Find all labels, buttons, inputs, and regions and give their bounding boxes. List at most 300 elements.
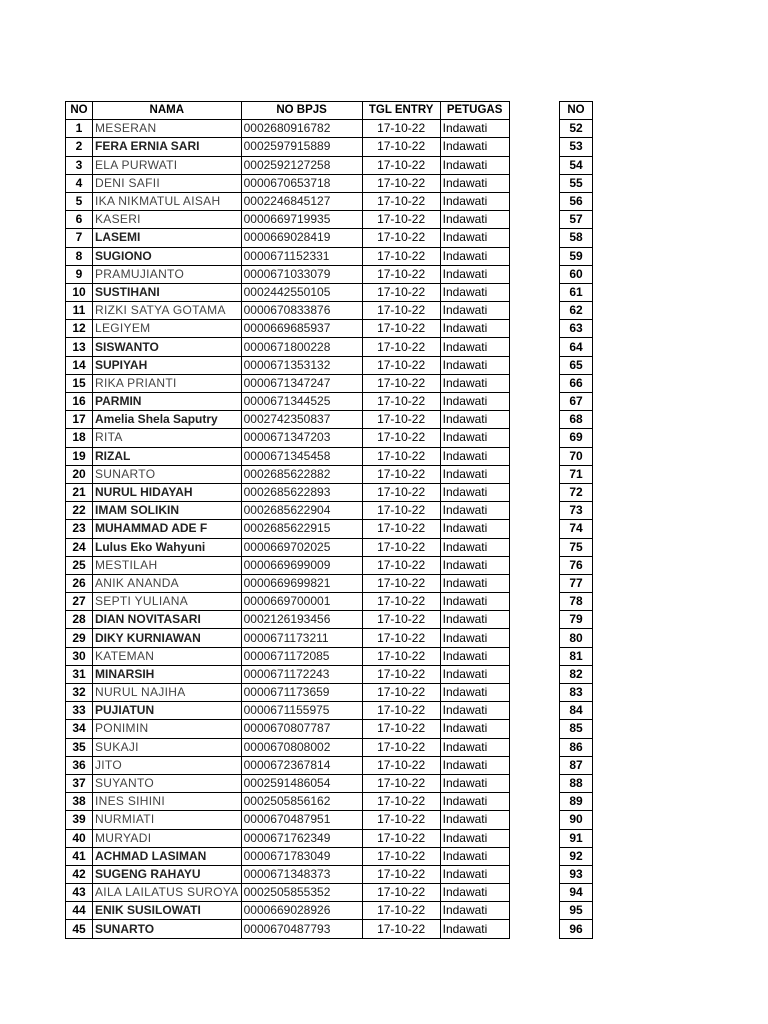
- row-number-cell: 34: [66, 720, 93, 738]
- name-cell: DENI SAFII: [93, 174, 242, 192]
- entry-date-cell: 17-10-22: [362, 247, 440, 265]
- right-number-cell: 63: [560, 320, 593, 338]
- officer-cell: Indawati: [440, 192, 509, 210]
- entry-date-cell: 17-10-22: [362, 574, 440, 592]
- entry-date-cell: 17-10-22: [362, 520, 440, 538]
- right-number-cell: 87: [560, 756, 593, 774]
- right-row: [560, 283, 593, 301]
- right-row: [560, 611, 593, 629]
- right-number-cell: 77: [560, 574, 593, 592]
- officer-cell: Indawati: [440, 283, 509, 301]
- name-cell: Lulus Eko Wahyuni: [93, 538, 242, 556]
- entry-date-cell: 17-10-22: [362, 174, 440, 192]
- officer-cell: Indawati: [440, 211, 509, 229]
- row-number-cell: 7: [66, 229, 93, 247]
- right-number-cell: 73: [560, 502, 593, 520]
- right-number-cell: 82: [560, 665, 593, 683]
- right-row: [560, 647, 593, 665]
- bpjs-number-cell: 0000671155975: [241, 702, 362, 720]
- table-row: [66, 629, 510, 647]
- officer-cell: Indawati: [440, 611, 509, 629]
- table-row: [66, 174, 510, 192]
- table-row: [66, 847, 510, 865]
- row-number-cell: 10: [66, 283, 93, 301]
- officer-cell: Indawati: [440, 902, 509, 920]
- right-row: [560, 665, 593, 683]
- right-row: [560, 192, 593, 210]
- right-number-cell: 62: [560, 302, 593, 320]
- name-cell: PRAMUJIANTO: [93, 265, 242, 283]
- name-cell: NURUL HIDAYAH: [93, 483, 242, 501]
- right-row: [560, 738, 593, 756]
- name-cell: RIZAL: [93, 447, 242, 465]
- entry-date-cell: 17-10-22: [362, 338, 440, 356]
- right-row: [560, 593, 593, 611]
- name-cell: MESERAN: [93, 120, 242, 138]
- bpjs-number-cell: 0000669700001: [241, 593, 362, 611]
- officer-cell: Indawati: [440, 647, 509, 665]
- name-cell: SUSTIHANI: [93, 283, 242, 301]
- right-number-cell: 81: [560, 647, 593, 665]
- right-number-cell: 66: [560, 374, 593, 392]
- officer-cell: Indawati: [440, 665, 509, 683]
- name-cell: SISWANTO: [93, 338, 242, 356]
- bpjs-number-cell: 0002685622915: [241, 520, 362, 538]
- right-row: [560, 411, 593, 429]
- entry-date-cell: 17-10-22: [362, 720, 440, 738]
- right-number-cell: 85: [560, 720, 593, 738]
- right-row: [560, 556, 593, 574]
- right-row: [560, 629, 593, 647]
- right-row: [560, 684, 593, 702]
- table-row: [66, 774, 510, 792]
- entry-date-cell: 17-10-22: [362, 611, 440, 629]
- name-cell: LASEMI: [93, 229, 242, 247]
- table-row: [66, 684, 510, 702]
- entry-date-cell: 17-10-22: [362, 265, 440, 283]
- name-cell: IKA NIKMATUL AISAH: [93, 192, 242, 210]
- entry-date-cell: 17-10-22: [362, 702, 440, 720]
- name-cell: SUNARTO: [93, 465, 242, 483]
- name-cell: SUGIONO: [93, 247, 242, 265]
- header-no-bpjs: NO BPJS: [241, 102, 362, 120]
- name-cell: DIKY KURNIAWAN: [93, 629, 242, 647]
- entry-date-cell: 17-10-22: [362, 374, 440, 392]
- officer-cell: Indawati: [440, 574, 509, 592]
- table-row: [66, 538, 510, 556]
- right-number-cell: 55: [560, 174, 593, 192]
- table-row: [66, 829, 510, 847]
- bpjs-number-cell: 0002505855352: [241, 884, 362, 902]
- row-number-cell: 12: [66, 320, 93, 338]
- table-row: [66, 483, 510, 501]
- officer-cell: Indawati: [440, 302, 509, 320]
- table-row: [66, 302, 510, 320]
- entry-date-cell: 17-10-22: [362, 483, 440, 501]
- bpjs-number-cell: 0000670808002: [241, 738, 362, 756]
- right-row: [560, 465, 593, 483]
- bpjs-number-cell: 0002246845127: [241, 192, 362, 210]
- row-number-cell: 41: [66, 847, 93, 865]
- name-cell: SUNARTO: [93, 920, 242, 938]
- right-number-cell: 67: [560, 393, 593, 411]
- right-number-cell: 60: [560, 265, 593, 283]
- bpjs-number-cell: 0000671173659: [241, 684, 362, 702]
- officer-cell: Indawati: [440, 738, 509, 756]
- name-cell: IMAM SOLIKIN: [93, 502, 242, 520]
- name-cell: MESTILAH: [93, 556, 242, 574]
- right-row: [560, 356, 593, 374]
- name-cell: KASERI: [93, 211, 242, 229]
- bpjs-number-cell: 0002505856162: [241, 793, 362, 811]
- right-number-cell: 88: [560, 774, 593, 792]
- bpjs-number-cell: 0000671347247: [241, 374, 362, 392]
- right-number-cell: 89: [560, 793, 593, 811]
- right-number-cell: 56: [560, 192, 593, 210]
- right-row: [560, 811, 593, 829]
- table-row: [66, 247, 510, 265]
- officer-cell: Indawati: [440, 174, 509, 192]
- right-row: [560, 174, 593, 192]
- right-number-cell: 84: [560, 702, 593, 720]
- row-number-cell: 27: [66, 593, 93, 611]
- right-number-cell: 69: [560, 429, 593, 447]
- row-number-cell: 20: [66, 465, 93, 483]
- entry-date-cell: 17-10-22: [362, 902, 440, 920]
- officer-cell: Indawati: [440, 811, 509, 829]
- right-number-cell: 74: [560, 520, 593, 538]
- name-cell: SUKAJI: [93, 738, 242, 756]
- entry-date-cell: 17-10-22: [362, 556, 440, 574]
- bpjs-number-cell: 0002685622904: [241, 502, 362, 520]
- entry-date-cell: 17-10-22: [362, 793, 440, 811]
- officer-cell: Indawati: [440, 411, 509, 429]
- row-number-cell: 36: [66, 756, 93, 774]
- header-nama: NAMA: [93, 102, 242, 120]
- right-row: [560, 447, 593, 465]
- bpjs-number-cell: 0000669699009: [241, 556, 362, 574]
- row-number-cell: 4: [66, 174, 93, 192]
- table-row: [66, 265, 510, 283]
- table-row: [66, 411, 510, 429]
- table-row: [66, 156, 510, 174]
- row-number-cell: 30: [66, 647, 93, 665]
- row-number-cell: 8: [66, 247, 93, 265]
- right-row: [560, 920, 593, 938]
- right-row: [560, 338, 593, 356]
- officer-cell: Indawati: [440, 593, 509, 611]
- row-number-cell: 32: [66, 684, 93, 702]
- right-number-cell: 65: [560, 356, 593, 374]
- bpjs-number-cell: 0000671173211: [241, 629, 362, 647]
- entry-date-cell: 17-10-22: [362, 847, 440, 865]
- header-tgl-entry: TGL ENTRY: [362, 102, 440, 120]
- row-number-cell: 39: [66, 811, 93, 829]
- table-row: [66, 793, 510, 811]
- table-row: [66, 229, 510, 247]
- right-row: [560, 829, 593, 847]
- name-cell: ACHMAD LASIMAN: [93, 847, 242, 865]
- officer-cell: Indawati: [440, 429, 509, 447]
- name-cell: MINARSIH: [93, 665, 242, 683]
- right-number-cell: 57: [560, 211, 593, 229]
- entry-date-cell: 17-10-22: [362, 920, 440, 938]
- entry-date-cell: 17-10-22: [362, 829, 440, 847]
- entry-date-cell: 17-10-22: [362, 356, 440, 374]
- entry-date-cell: 17-10-22: [362, 393, 440, 411]
- officer-cell: Indawati: [440, 556, 509, 574]
- officer-cell: Indawati: [440, 520, 509, 538]
- right-header-no: NO: [560, 102, 593, 120]
- table-row: [66, 374, 510, 392]
- right-number-cell: 61: [560, 283, 593, 301]
- right-row: [560, 393, 593, 411]
- right-number-cell: 76: [560, 556, 593, 574]
- right-row: [560, 538, 593, 556]
- row-number-cell: 1: [66, 120, 93, 138]
- right-number-cell: 80: [560, 629, 593, 647]
- officer-cell: Indawati: [440, 338, 509, 356]
- right-row: [560, 520, 593, 538]
- table-row: [66, 920, 510, 938]
- right-number-cell: 71: [560, 465, 593, 483]
- row-number-cell: 29: [66, 629, 93, 647]
- officer-cell: Indawati: [440, 356, 509, 374]
- bpjs-number-cell: 0000670653718: [241, 174, 362, 192]
- bpjs-number-cell: 0000669028419: [241, 229, 362, 247]
- name-cell: FERA ERNIA SARI: [93, 138, 242, 156]
- right-number-cell: 92: [560, 847, 593, 865]
- bpjs-number-cell: 0002685622893: [241, 483, 362, 501]
- bpjs-number-cell: 0000671172085: [241, 647, 362, 665]
- bpjs-number-cell: 0002742350837: [241, 411, 362, 429]
- row-number-cell: 9: [66, 265, 93, 283]
- row-number-cell: 33: [66, 702, 93, 720]
- officer-cell: Indawati: [440, 120, 509, 138]
- table-row: [66, 611, 510, 629]
- row-number-cell: 23: [66, 520, 93, 538]
- bpjs-number-cell: 0000669028926: [241, 902, 362, 920]
- right-row: [560, 302, 593, 320]
- right-number-cell: 64: [560, 338, 593, 356]
- row-number-cell: 42: [66, 865, 93, 883]
- name-cell: KATEMAN: [93, 647, 242, 665]
- entry-date-cell: 17-10-22: [362, 647, 440, 665]
- table-row: [66, 665, 510, 683]
- table-row: [66, 338, 510, 356]
- table-row: [66, 647, 510, 665]
- row-number-cell: 40: [66, 829, 93, 847]
- row-number-cell: 45: [66, 920, 93, 938]
- row-number-cell: 24: [66, 538, 93, 556]
- bpjs-number-cell: 0000669685937: [241, 320, 362, 338]
- right-number-cell: 96: [560, 920, 593, 938]
- row-number-cell: 6: [66, 211, 93, 229]
- row-number-cell: 18: [66, 429, 93, 447]
- officer-cell: Indawati: [440, 502, 509, 520]
- right-number-cell: 78: [560, 593, 593, 611]
- entry-date-cell: 17-10-22: [362, 229, 440, 247]
- table-row: [66, 211, 510, 229]
- bpjs-number-cell: 0000669699821: [241, 574, 362, 592]
- row-number-cell: 38: [66, 793, 93, 811]
- table-row: [66, 138, 510, 156]
- entry-date-cell: 17-10-22: [362, 593, 440, 611]
- table-row: [66, 720, 510, 738]
- right-number-cell: 72: [560, 483, 593, 501]
- name-cell: INES SIHINI: [93, 793, 242, 811]
- table-row: [66, 447, 510, 465]
- bpjs-number-cell: 0002685622882: [241, 465, 362, 483]
- officer-cell: Indawati: [440, 720, 509, 738]
- officer-cell: Indawati: [440, 138, 509, 156]
- officer-cell: Indawati: [440, 684, 509, 702]
- name-cell: LEGIYEM: [93, 320, 242, 338]
- entry-date-cell: 17-10-22: [362, 429, 440, 447]
- right-row: [560, 847, 593, 865]
- row-number-cell: 35: [66, 738, 93, 756]
- entry-date-cell: 17-10-22: [362, 320, 440, 338]
- officer-cell: Indawati: [440, 265, 509, 283]
- bpjs-number-cell: 0000671353132: [241, 356, 362, 374]
- bpjs-number-cell: 0000671783049: [241, 847, 362, 865]
- name-cell: PONIMIN: [93, 720, 242, 738]
- bpjs-number-cell: 0000671152331: [241, 247, 362, 265]
- right-row: [560, 865, 593, 883]
- name-cell: SUPIYAH: [93, 356, 242, 374]
- table-row: [66, 502, 510, 520]
- right-row: [560, 793, 593, 811]
- right-row: [560, 247, 593, 265]
- right-row: [560, 483, 593, 501]
- entry-date-cell: 17-10-22: [362, 774, 440, 792]
- entry-date-cell: 17-10-22: [362, 684, 440, 702]
- officer-cell: Indawati: [440, 884, 509, 902]
- row-number-cell: 25: [66, 556, 93, 574]
- row-number-cell: 15: [66, 374, 93, 392]
- officer-cell: Indawati: [440, 865, 509, 883]
- header-row: [66, 102, 510, 120]
- officer-cell: Indawati: [440, 756, 509, 774]
- name-cell: MURYADI: [93, 829, 242, 847]
- row-number-cell: 11: [66, 302, 93, 320]
- participant-table: [65, 101, 510, 939]
- right-row: [560, 702, 593, 720]
- header-petugas: PETUGAS: [440, 102, 509, 120]
- name-cell: PARMIN: [93, 393, 242, 411]
- row-number-cell: 5: [66, 192, 93, 210]
- bpjs-number-cell: 0000671172243: [241, 665, 362, 683]
- bpjs-number-cell: 0000671347203: [241, 429, 362, 447]
- officer-cell: Indawati: [440, 229, 509, 247]
- table-row: [66, 356, 510, 374]
- row-number-cell: 17: [66, 411, 93, 429]
- right-number-cell: 53: [560, 138, 593, 156]
- table-row: [66, 120, 510, 138]
- officer-cell: Indawati: [440, 320, 509, 338]
- table-row: [66, 811, 510, 829]
- bpjs-number-cell: 0000670807787: [241, 720, 362, 738]
- bpjs-number-cell: 0000670487951: [241, 811, 362, 829]
- bpjs-number-cell: 0000671033079: [241, 265, 362, 283]
- row-number-cell: 22: [66, 502, 93, 520]
- bpjs-number-cell: 0000670833876: [241, 302, 362, 320]
- right-row: [560, 229, 593, 247]
- officer-cell: Indawati: [440, 393, 509, 411]
- participant-table-body: [66, 120, 510, 938]
- entry-date-cell: 17-10-22: [362, 629, 440, 647]
- officer-cell: Indawati: [440, 156, 509, 174]
- right-number-cell: 75: [560, 538, 593, 556]
- entry-date-cell: 17-10-22: [362, 756, 440, 774]
- right-row: [560, 720, 593, 738]
- bpjs-number-cell: 0000671345458: [241, 447, 362, 465]
- table-row: [66, 574, 510, 592]
- right-number-cell: 54: [560, 156, 593, 174]
- right-number-cell: 90: [560, 811, 593, 829]
- table-row: [66, 593, 510, 611]
- entry-date-cell: 17-10-22: [362, 865, 440, 883]
- right-row: [560, 429, 593, 447]
- right-row: [560, 120, 593, 138]
- officer-cell: Indawati: [440, 538, 509, 556]
- bpjs-number-cell: 0002442550105: [241, 283, 362, 301]
- right-row: [560, 138, 593, 156]
- table-row: [66, 283, 510, 301]
- row-number-cell: 16: [66, 393, 93, 411]
- name-cell: ANIK ANANDA: [93, 574, 242, 592]
- officer-cell: Indawati: [440, 483, 509, 501]
- bpjs-number-cell: 0000671800228: [241, 338, 362, 356]
- name-cell: DIAN NOVITASARI: [93, 611, 242, 629]
- officer-cell: Indawati: [440, 847, 509, 865]
- name-cell: NURMIATI: [93, 811, 242, 829]
- continuation-number-body: [560, 120, 593, 938]
- bpjs-number-cell: 0002597915889: [241, 138, 362, 156]
- right-number-cell: 86: [560, 738, 593, 756]
- row-number-cell: 26: [66, 574, 93, 592]
- table-row: [66, 884, 510, 902]
- right-row: [560, 884, 593, 902]
- table-row: [66, 393, 510, 411]
- right-row: [560, 902, 593, 920]
- name-cell: JITO: [93, 756, 242, 774]
- table-row: [66, 702, 510, 720]
- right-number-cell: 70: [560, 447, 593, 465]
- name-cell: Amelia Shela Saputry: [93, 411, 242, 429]
- bpjs-number-cell: 0000671344525: [241, 393, 362, 411]
- entry-date-cell: 17-10-22: [362, 302, 440, 320]
- officer-cell: Indawati: [440, 447, 509, 465]
- officer-cell: Indawati: [440, 774, 509, 792]
- header-no: NO: [66, 102, 93, 120]
- officer-cell: Indawati: [440, 465, 509, 483]
- right-row: [560, 574, 593, 592]
- bpjs-number-cell: 0002680916782: [241, 120, 362, 138]
- row-number-cell: 19: [66, 447, 93, 465]
- table-row: [66, 192, 510, 210]
- entry-date-cell: 17-10-22: [362, 811, 440, 829]
- officer-cell: Indawati: [440, 629, 509, 647]
- table-row: [66, 320, 510, 338]
- entry-date-cell: 17-10-22: [362, 120, 440, 138]
- bpjs-number-cell: 0002591486054: [241, 774, 362, 792]
- right-row: [560, 774, 593, 792]
- bpjs-number-cell: 0000669702025: [241, 538, 362, 556]
- entry-date-cell: 17-10-22: [362, 738, 440, 756]
- right-number-cell: 93: [560, 865, 593, 883]
- officer-cell: Indawati: [440, 247, 509, 265]
